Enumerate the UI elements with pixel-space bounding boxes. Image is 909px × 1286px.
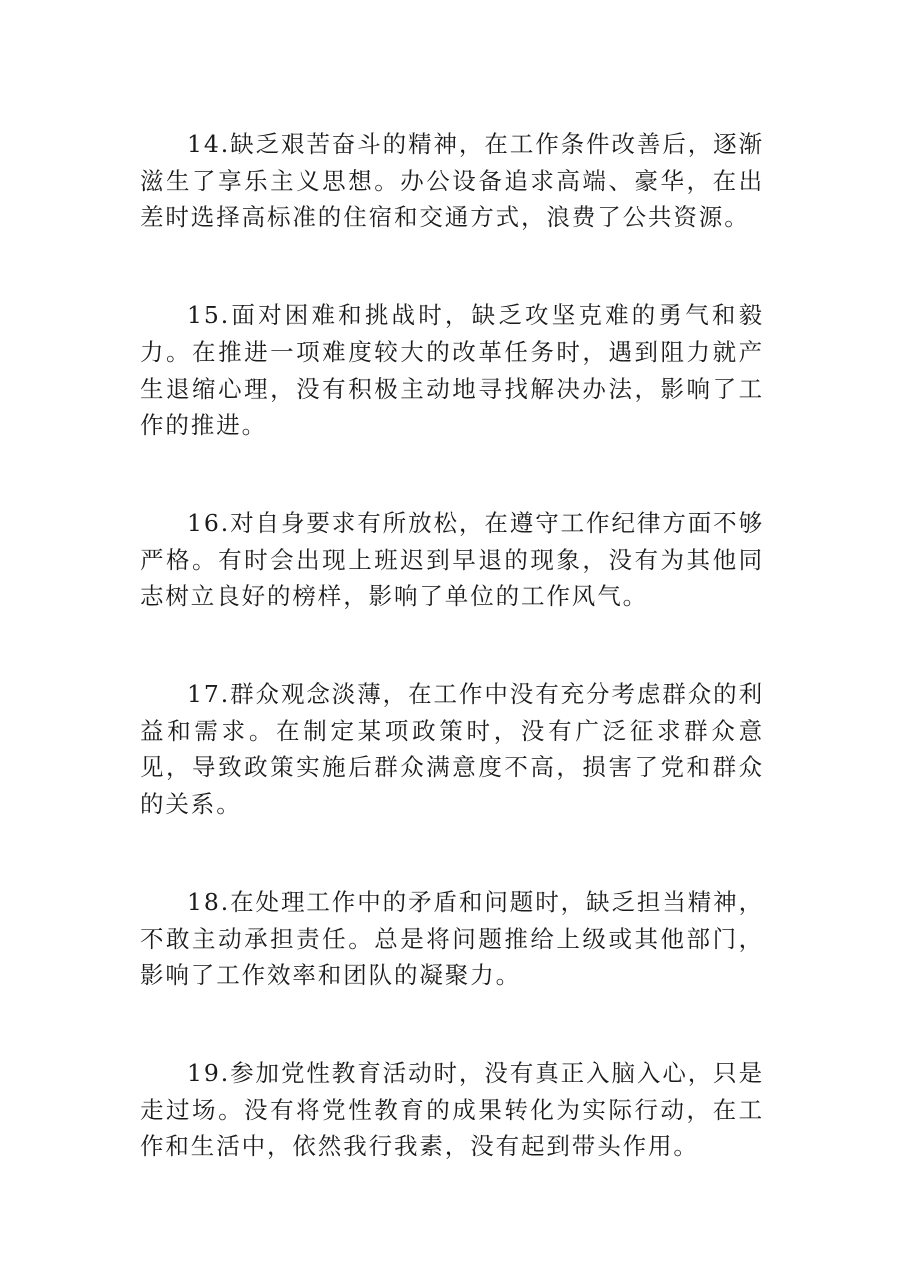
paragraph-19: 19.参加党性教育活动时，没有真正入脑入心，只是走过场。没有将党性教育的成果转化为实际行动，在工作和生活中，依然我行我素，没有起到带头作用。 (140, 1058, 764, 1161)
paragraph-17: 17.群众观念淡薄，在工作中没有充分考虑群众的利益和需求。在制定某项政策时，没有广泛征求群众意见，导致政策实施后群众满意度不高，损害了党和群众的关系。 (140, 680, 764, 819)
document-body (140, 126, 764, 1165)
paragraph-18: 18.在处理工作中的矛盾和问题时，缺乏担当精神，不敢主动承担责任。总是将问题推给上级或其他部门，影响了工作效率和团队的凝聚力。 (140, 887, 764, 990)
paragraph-14: 14.缺乏艰苦奋斗的精神，在工作条件改善后，逐渐滋生了享乐主义思想。办公设备追求高端、豪华，在出差时选择高标准的住宿和交通方式，浪费了公共资源。 (140, 130, 764, 232)
paragraph-15: 15.面对困难和挑战时，缺乏攻坚克难的勇气和毅力。在推进一项难度较大的改革任务时，遇到阻力就产生退缩心理，没有积极主动地寻找解决办法，影响了工作的推进。 (140, 301, 764, 440)
paragraph-16: 16.对自身要求有所放松，在遵守工作纪律方面不够严格。有时会出现上班迟到早退的现象，没有为其他同志树立良好的榜样，影响了单位的工作风气。 (140, 508, 764, 611)
